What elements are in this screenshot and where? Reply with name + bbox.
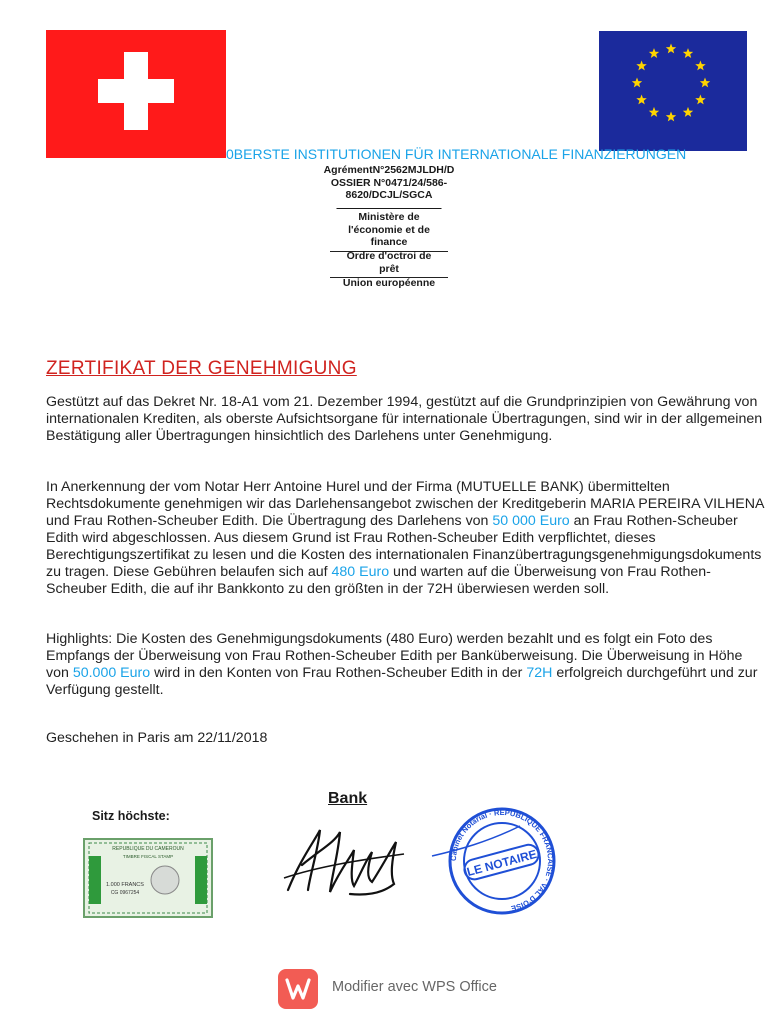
- transfer-amount: 50.000 Euro: [72, 665, 151, 681]
- reference-block: [300, 164, 478, 214]
- institution-headline: 0BERSTE INSTITUTIONEN FÜR INTERNATIONALE FINANZIERUNGEN: [226, 146, 687, 162]
- ministry-line: finance: [370, 236, 408, 248]
- wps-logo-icon[interactable]: [278, 969, 318, 1009]
- fiscal-stamp-value: 1.000 FRANCS: [106, 882, 144, 888]
- transfer-time: 72H: [526, 665, 553, 681]
- eu-flag: [599, 31, 747, 151]
- order-line: Ordre d'octroi de: [346, 250, 432, 262]
- eu-star: [649, 48, 659, 58]
- order-line: prêt: [379, 262, 399, 275]
- fee-amount: 480 Euro: [331, 564, 390, 580]
- signature: [280, 820, 410, 900]
- bank-label: Bank: [328, 790, 368, 807]
- eu-star: [636, 95, 647, 105]
- seat-label: Sitz höchste:: [92, 809, 170, 823]
- wps-edit-link[interactable]: Modifier avec WPS Office: [332, 979, 497, 995]
- ministry-line: l'économie et de: [348, 223, 430, 236]
- eu-star: [632, 78, 642, 88]
- eu-star: [683, 48, 693, 58]
- place-date: Geschehen in Paris am 22/11/2018: [46, 730, 268, 746]
- ref-line: AgrémentN°2562MJLDH/D: [323, 164, 455, 176]
- paragraph-highlights: Highlights: Die Kosten des Genehmigungsdokuments (480 Euro) werden bezahlt und es folgt ein Foto des Empfangs der Überweisung von Frau Rothen-Scheuber Edith per Banküberweisung. Die Überweisung in Höhe von 50.000 Euro wird in den Konten von Frau Rothen-Scheuber Edith in der 72H erfolgreich durchgeführt und zur Verfügung gestellt.: [46, 631, 758, 698]
- paragraph-decree: Gestützt auf das Dekret Nr. 18-A1 vom 21. Dezember 1994, gestützt auf die Grundprinzipien von Gewährung von internationalen Krediten, als oberste Aufsichtsorgane für internationale Übertragungen, sind wir in der allgemeinen Bestätigung aller Übertragungen hinsichtlich des Darlehens unter Genehmigung.: [46, 394, 763, 444]
- ministry-line: Ministère de: [358, 211, 420, 223]
- notary-seal-text: LE NOTAIRE: [465, 846, 539, 880]
- loan-amount: 50 000 Euro: [492, 513, 570, 529]
- ref-line: OSSIER N°0471/24/586-: [330, 176, 448, 189]
- eu-star: [636, 61, 647, 71]
- eu-star: [649, 107, 659, 117]
- fiscal-stamp-serial: CG 0967254: [110, 890, 140, 896]
- fiscal-stamp: [83, 838, 213, 918]
- loan-order-label: [330, 250, 448, 278]
- swiss-flag: [46, 30, 226, 158]
- ref-line: 8620/DCJL/SGCA: [345, 189, 433, 201]
- ministry-label: [330, 211, 448, 252]
- eu-star: [700, 78, 710, 88]
- eu-star: [683, 107, 693, 117]
- paragraph-approval: In Anerkennung der vom Notar Herr Antoine Hurel und der Firma (MUTUELLE BANK) übermittelten Rechtsdokumente genehmigen wir das Darlehensangebot zwischen der Kreditgeberin MARIA PEREIRA VILHENA und Frau Rothen-Scheuber Edith. Die Übertragung des Darlehens von 50 000 Euro an Frau Rothen-Scheuber Edith wird abgeschlossen. Aus diesem Grund ist Frau Rothen-Scheuber Edith verpflichtet, dieses Berechtigungszertifikat zu lesen und die Kosten des internationalen Finanzübertragungsgenehmigungsdokuments zu tragen. Diese Gebühren belaufen sich auf 480 Euro und warten auf die Überweisung von Frau Rothen-Scheuber Edith, die auf ihr Bankkonto zu den größten in der 72H überwiesen werden soll.: [46, 479, 764, 597]
- eu-star: [666, 44, 676, 54]
- fiscal-stamp-line: REPUBLIQUE DU CAMEROUN: [112, 846, 184, 852]
- notary-seal: [428, 806, 576, 916]
- fiscal-stamp-line: TIMBRE FISCAL STAMP: [122, 854, 174, 859]
- notary-ring-text: Cabinet Notarial · REPUBLIQUE FRANCAISE · VAL D'OISE: [448, 807, 556, 914]
- certificate-title: ZERTIFIKAT DER GENEHMIGUNG: [46, 358, 357, 376]
- union-label: Union européenne: [342, 277, 436, 289]
- eu-star: [695, 95, 706, 105]
- ref-line: ——————————: [336, 201, 442, 214]
- eu-star: [695, 61, 706, 71]
- eu-star: [666, 112, 676, 122]
